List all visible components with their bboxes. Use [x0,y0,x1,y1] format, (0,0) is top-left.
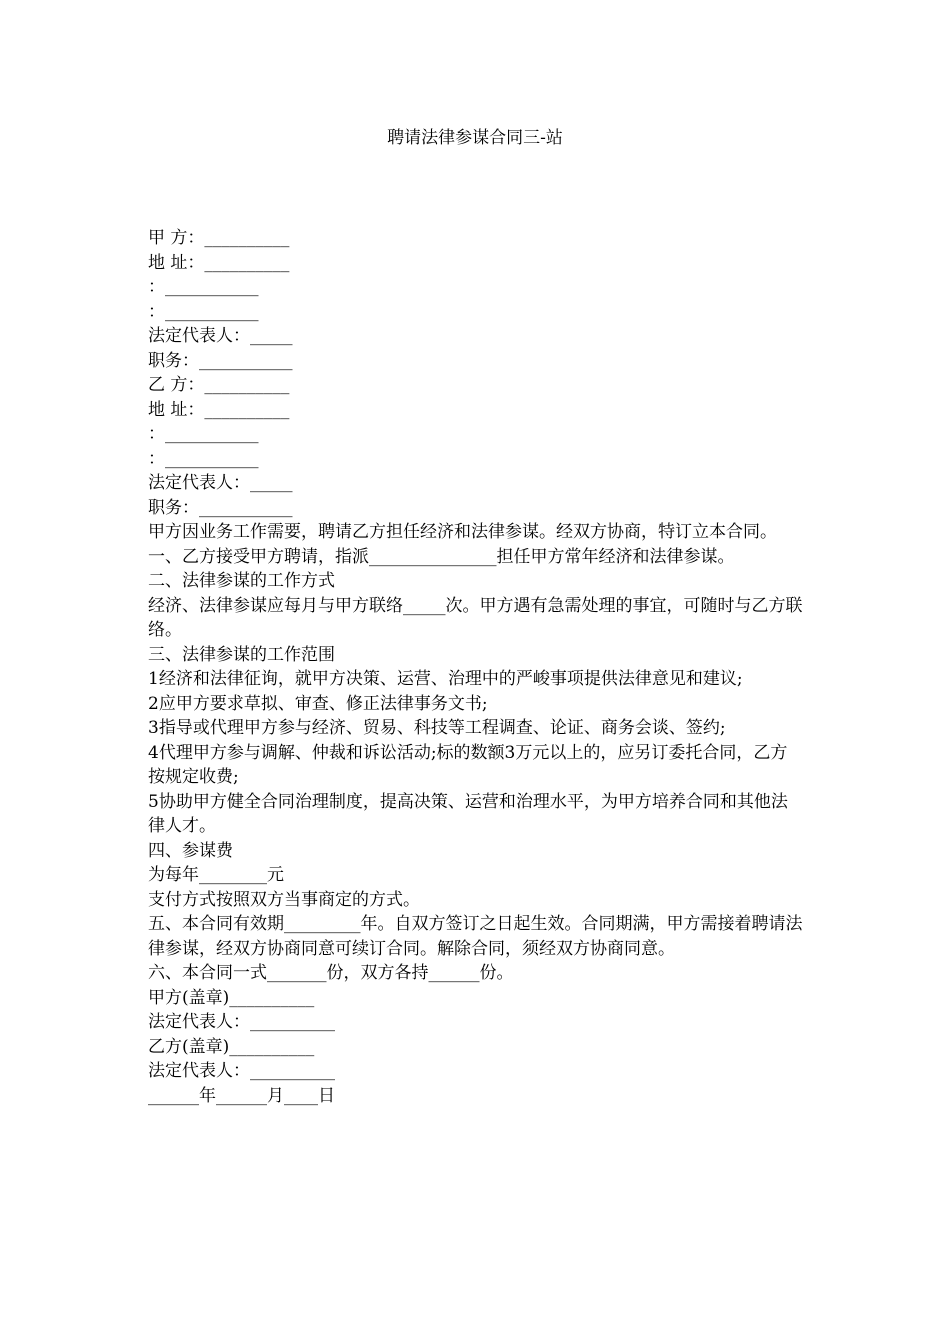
clause-3-item-2: 2应甲方要求草拟、审查、修正法律事务文书; [148,693,488,714]
clause-3-item-5: 5协助甲方健全合同治理制度，提高决策、运营和治理水平，为甲方培养合同和其他法律人才。 [148,791,788,836]
clause-1: 一、乙方接受甲方聘请，指派_______________担任甲方常年经济和法律参谋。 [148,546,735,567]
party-a-position-line: 职务：___________ [148,350,293,371]
party-a-seal-line: 甲方(盖章)__________ [148,987,315,1008]
party-a-address-line: 地 址：__________ [148,252,290,273]
document-body [148,226,804,1108]
clause-2-body: 经济、法律参谋应每月与甲方联络_____次。甲方遇有急需处理的事宜，可随时与乙方联络。 [148,595,803,640]
clause-3-item-4: 4代理甲方参与调解、仲裁和诉讼活动;标的数额3万元以上的，应另订委托合同，乙方按规定收费; [148,742,788,787]
clause-4-payment-line: 支付方式按照双方当事商定的方式。 [148,889,420,910]
party-a-line: 甲 方：__________ [148,228,290,248]
party-b-position-line: 职务：___________ [148,497,293,518]
party-b-blank-line-1: ：___________ [148,424,259,444]
party-b-line: 乙 方：__________ [148,375,290,395]
date-line: ______年______月____日 [148,1085,335,1106]
party-a-representative-line: 法定代表人：_____ [148,326,293,346]
party-a-blank-line-1: ：___________ [148,277,259,297]
clause-6: 六、本合同一式_______份，双方各持______份。 [148,963,514,983]
clause-4-heading: 四、参谋费 [148,840,233,861]
clause-3-item-1: 1经济和法律征询，就甲方决策、运营、治理中的严峻事项提供法律意见和建议; [148,669,743,689]
clause-5: 五、本合同有效期_________年。自双方签订之日起生效。合同期满，甲方需接着聘请法律参谋，经双方协商同意可续订合同。解除合同，须经双方协商同意。 [148,914,803,959]
party-b-address-line: 地 址：__________ [148,399,290,420]
clause-3-item-3: 3指导或代理甲方参与经济、贸易、科技等工程调查、论证、商务会谈、签约; [148,718,726,738]
clause-2-heading: 二、法律参谋的工作方式 [148,571,335,591]
party-b-signature-line: 法定代表人：__________ [148,1061,335,1081]
party-b-blank-line-2: ：___________ [148,448,259,469]
clause-4-fee-line: 为每年________元 [148,865,284,885]
clause-3-heading: 三、法律参谋的工作范围 [148,644,335,665]
document-title: 聘请法律参谋合同三-站 [387,128,563,148]
party-a-blank-line-2: ：___________ [148,301,259,322]
party-a-signature-line: 法定代表人：__________ [148,1012,335,1032]
party-b-seal-line: 乙方(盖章)__________ [148,1036,315,1057]
intro-paragraph: 甲方因业务工作需要，聘请乙方担任经济和法律参谋。经双方协商，特订立本合同。 [148,522,777,542]
party-b-representative-line: 法定代表人：_____ [148,473,293,493]
